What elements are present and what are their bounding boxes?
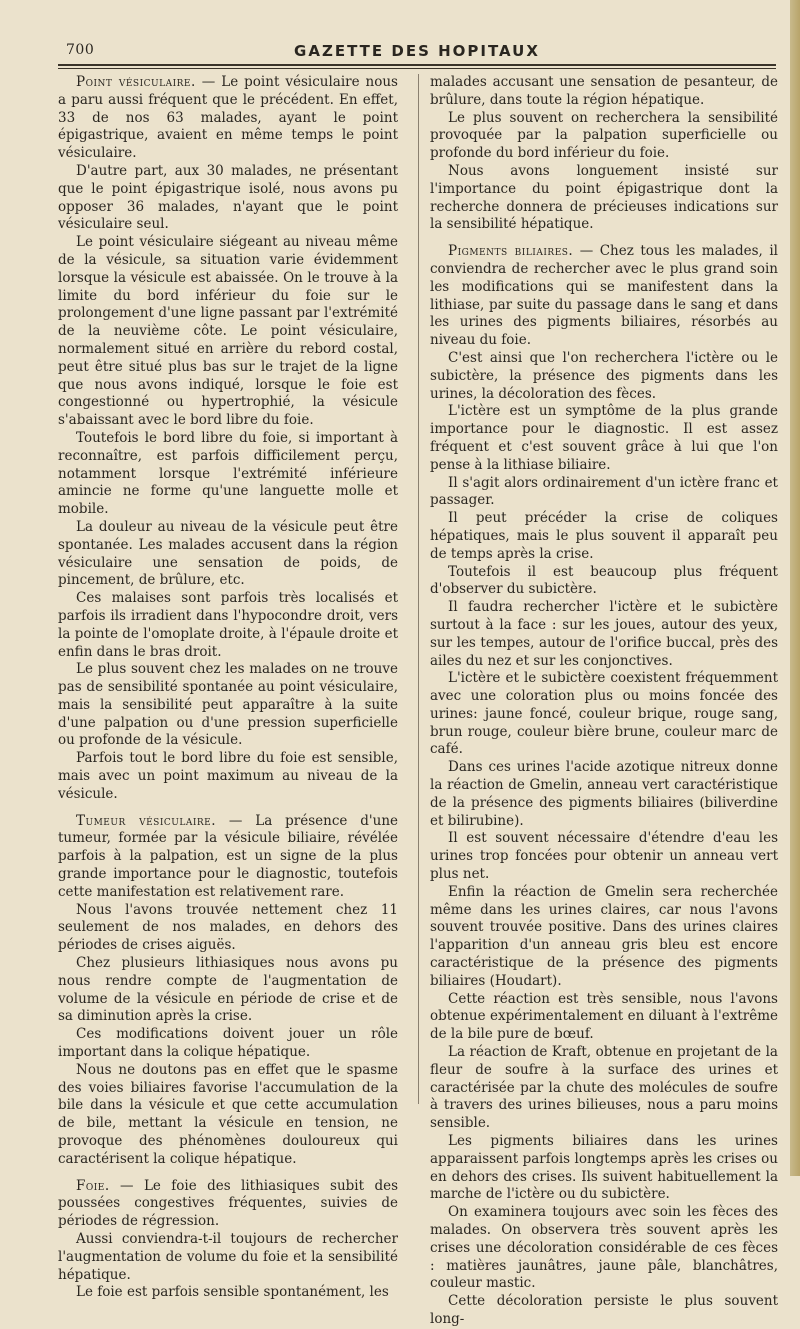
page-spine-edge xyxy=(790,0,800,1176)
paragraph-text: — La présence d'une tumeur, formée par la vésicule biliaire, révélée parfois à la palpation, est un signe de la plus grande importance pour le diagnostic, toutefois cette manifestation est relativement rare. xyxy=(58,812,399,900)
section-paragraph xyxy=(430,243,778,350)
paragraph-text: Il est souvent nécessaire d'étendre d'eau les urines trop foncées pour obtenir un anneau vert plus net. xyxy=(430,830,778,883)
section-heading: Point vésiculaire. xyxy=(76,74,196,90)
section-paragraph xyxy=(58,74,398,163)
left-text-column xyxy=(58,74,398,1302)
journal-title: GAZETTE DES HOPITAUX xyxy=(294,42,540,60)
paragraph xyxy=(58,1062,398,1169)
paragraph-text: Parfois tout le bord libre du foie est sensible, mais avec un point maximum au niveau de la vésicule. xyxy=(58,750,398,802)
paragraph-text: Chez plusieurs lithiasiques nous avons pu nous rendre compte de l'augmentation de volume de la vésicule en période de crise et de sa diminution après la crise. xyxy=(58,955,398,1025)
paragraph-text: Le foie est parfois sensible spontanément, les xyxy=(76,1284,389,1301)
section-heading: Pigments biliaires. xyxy=(448,243,574,260)
paragraph-text: Il peut précéder la crise de coliques hépatiques, mais le plus souvent il apparaît peu de temps après la crise. xyxy=(430,510,778,562)
paragraph-text: Cette réaction est très sensible, nous l'avons obtenue expérimentalement en diluant à l'extrême de la bile pure de bœuf. xyxy=(430,990,778,1043)
paragraph-text: La douleur au niveau de la vésicule peut être spontanée. Les malades accusent dans la région vésiculaire une sensation de poids, de pincement, de brûlure, etc. xyxy=(58,518,398,589)
paragraph-text: Toutefois il est beaucoup plus fréquent d'observer du subictère. xyxy=(430,563,778,598)
section-heading: Foie. xyxy=(76,1177,110,1194)
paragraph xyxy=(430,1044,778,1133)
paragraph-text: Nous ne doutons pas en effet que le spasme des voies biliaires favorise l'accumulation de la bile dans la vésicule et que cette accumulation de bile, mettant la vésicule en tension, ne provoque des phénomènes douloureux qui caractérisent la colique hépatique. xyxy=(58,1061,398,1167)
right-text-column xyxy=(430,74,778,1329)
paragraph xyxy=(430,163,778,234)
paragraph-text: Ces modifications doivent jouer un rôle important dans la colique hépatique. xyxy=(58,1026,398,1061)
paragraph-text: Ces malaises sont parfois très localisés et parfois ils irradient dans l'hypocondre droit, vers la pointe de l'omoplate droite, à l'épaule droite et enfin dans le bras droit. xyxy=(58,590,398,660)
paragraph xyxy=(430,564,778,600)
paragraph xyxy=(58,1026,398,1062)
paragraph xyxy=(430,1204,778,1293)
paragraph xyxy=(58,902,398,955)
paragraph-text: Dans ces urines l'acide azotique nitreux donne la réaction de Gmelin, anneau vert caractéristique de la présence des pigments biliaires (biliverdine et bilirubine). xyxy=(430,759,778,829)
section-heading: Tumeur vésiculaire. xyxy=(76,812,217,829)
section-paragraph xyxy=(58,813,398,902)
page-number: 700 xyxy=(66,42,95,58)
paragraph-text: Toutefois le bord libre du foie, si important à reconnaître, est parfois difficilement perçu, notamment lorsque l'extrémité inférieure amincie ne forme qu'une languette molle et mobile. xyxy=(58,429,398,518)
section-paragraph xyxy=(58,1178,398,1231)
paragraph-text: malades accusant une sensation de pesanteur, de brûlure, dans toute la région hépatique. xyxy=(430,74,778,108)
paragraph-text: Les pigments biliaires dans les urines apparaissent parfois longtemps après les crises ou en dehors des crises. Ils suivent habituellement la marche de l'ictère ou du subictère. xyxy=(430,1133,778,1203)
paragraph-text: C'est ainsi que l'on recherchera l'ictère ou le subictère, la présence des pigments dans les urines, la décoloration des fèces. xyxy=(430,349,778,402)
paragraph xyxy=(58,1231,398,1284)
paragraph xyxy=(430,350,778,403)
paragraph xyxy=(58,234,398,430)
paragraph xyxy=(430,830,778,883)
paragraph xyxy=(430,510,778,563)
paragraph xyxy=(58,430,398,519)
page-header xyxy=(58,36,776,64)
paragraph-text: L'ictère est un symptôme de la plus grande importance pour le diagnostic. Il est assez fréquent et c'est souvent grâce à lui que l'on pense à la lithiase biliaire. xyxy=(430,403,778,473)
paragraph xyxy=(430,991,778,1044)
paragraph-text: On examinera toujours avec soin les fèces des malades. On observera très souvent après les crises une décoloration considérable de ces fèces : matières jaunâtres, jaune pâle, blanchâtres, couleur mastic. xyxy=(430,1204,778,1292)
paragraph-text: Nous l'avons trouvée nettement chez 11 seulement de nos malades, en dehors des périodes de crises aiguës. xyxy=(58,901,398,954)
paragraph xyxy=(430,670,778,759)
paragraph xyxy=(430,1293,778,1329)
paragraph-text: Il s'agit alors ordinairement d'un ictère franc et passager. xyxy=(430,474,778,509)
paragraph xyxy=(430,759,778,830)
paragraph xyxy=(430,1133,778,1204)
paragraph xyxy=(430,475,778,511)
column-divider xyxy=(418,74,419,1104)
paragraph xyxy=(58,519,398,590)
paragraph-text: Le plus souvent chez les malades on ne trouve pas de sensibilité spontanée au point vésiculaire, mais la sensibilité peut apparaître à la suite d'une palpation ou d'une pression superficielle ou profonde de la vésicule. xyxy=(58,661,398,749)
paragraph xyxy=(58,750,398,803)
paragraph-text: D'autre part, aux 30 malades, ne présentant que le point épigastrique isolé, nous avons pu opposer 36 malades, n'ayant que le point vésiculaire seul. xyxy=(58,162,398,233)
paragraph xyxy=(430,884,778,991)
paragraph xyxy=(430,110,778,163)
paragraph xyxy=(430,74,778,110)
header-rule-thin xyxy=(58,68,776,69)
paragraph-text: Nous avons longuement insisté sur l'importance du point épigastrique dont la recherche donnera de précieuses indications sur la sensibilité hépatique. xyxy=(430,162,778,233)
paragraph xyxy=(58,955,398,1026)
paragraph xyxy=(58,163,398,234)
paragraph-text: La réaction de Kraft, obtenue en projetant de la fleur de soufre à la surface des urines et caractérisée par la chute des molécules de soufre à travers des urines bilieuses, nous a paru moins sensible. xyxy=(430,1044,778,1132)
paragraph xyxy=(58,1284,398,1302)
paragraph-text: — Chez tous les malades, il conviendra de rechercher avec le plus grand soin les modifications qui se manifestent dans la lithiase, par suite du passage dans le sang et dans les urines des pigments biliaires, résorbés au niveau du foie. xyxy=(430,243,778,349)
paragraph-text: — Le point vésiculaire nous a paru aussi fréquent que le précédent. En effet, 33 de nos 63 malades, ayant le point épigastrique, avaient en même temps le point vésiculaire. xyxy=(58,74,398,162)
paragraph xyxy=(58,590,398,661)
header-rule-thick xyxy=(58,64,776,66)
paragraph xyxy=(58,661,398,750)
paragraph-text: Le point vésiculaire siégeant au niveau même de la vésicule, sa situation varie évidemment lorsque la vésicule est abaissée. On le trouve à la limite du bord inférieur du foie sur le prolongement d'une ligne passant par l'extrémité de la neuvième côte. Le point vésiculaire, normalement situé en arrière du rebord costal, peut être situé plus bas sur le trajet de la ligne que nous avons indiqué, lorsque le foie est congestionné ou hypertrophié, la vésicule s'abaissant avec le bord libre du foie. xyxy=(58,234,398,429)
paragraph-text: Cette décoloration persiste le plus souvent long- xyxy=(430,1293,778,1327)
paragraph-text: Aussi conviendra-t-il toujours de rechercher l'augmentation de volume du foie et la sensibilité hépatique. xyxy=(58,1231,398,1283)
paragraph-text: Le plus souvent on recherchera la sensibilité provoquée par la palpation superficielle ou profonde du bord inférieur du foie. xyxy=(430,109,778,162)
paragraph xyxy=(430,403,778,474)
paragraph-text: L'ictère et le subictère coexistent fréquemment avec une coloration plus ou moins foncée des urines: jaune foncé, couleur brique, rouge sang, brun rouge, couleur bière brune, couleur marc de café. xyxy=(430,670,778,758)
paragraph-text: Il faudra rechercher l'ictère et le subictère surtout à la face : sur les joues, autour des yeux, sur les tempes, autour de l'orifice buccal, près des ailes du nez et sur les conjonctives. xyxy=(430,599,778,669)
paragraph xyxy=(430,599,778,670)
paragraph-text: — Le foie des lithiasiques subit des poussées congestives fréquentes, suivies de périodes de régression. xyxy=(58,1177,398,1230)
paragraph-text: Enfin la réaction de Gmelin sera recherchée même dans les urines claires, car nous l'avons souvent trouvée positive. Dans des urines claires l'apparition d'un anneau gris bleu est encore caractéristique de la présence des pigments biliaires (Houdart). xyxy=(430,883,778,989)
